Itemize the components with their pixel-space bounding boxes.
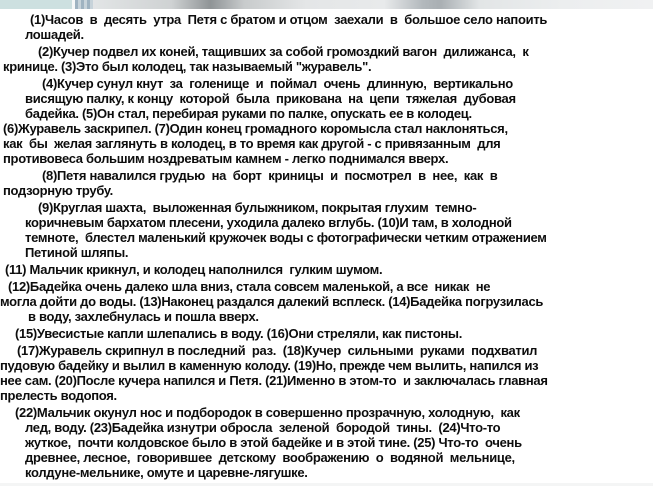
text-line: (11) Мальчик крикнул, и колодец наполнился гулким шумом. xyxy=(5,262,383,277)
text-line: в воду, захлебнулась и пошла вверх. xyxy=(28,309,259,324)
swoosh-gradient xyxy=(93,0,653,9)
text-line: темноте, блестел маленький кружочек воды с фотографически четким отражением xyxy=(25,230,547,245)
text-line: могла дойти до воды. (13)Наконец раздался далекий всплеск. (14)Бадейка погрузилась xyxy=(0,294,544,309)
text-line: (12)Бадейка очень далеко шла вниз, стала совсем маленькой, а все никак не xyxy=(8,279,491,294)
background-strip xyxy=(0,0,653,9)
text-line: Петиной шляпы. xyxy=(25,245,129,260)
text-line: колдуне-мельнике, омуте и царевне-лягушке. xyxy=(25,465,308,480)
text-line: лошадей. xyxy=(25,27,84,42)
text-line: (17)Журавель скрипнул в последний раз. (18)Кучер сильными руками подхватил xyxy=(17,343,538,358)
text-line: коричневым бархатом плесени, уходила далеко вглубь. (10)И там, в холодной xyxy=(25,215,512,230)
text-line: (22)Мальчик окунул нос и подбородок в совершенно прозрачную, холодную, как xyxy=(15,405,520,420)
text-line: висящую палку, к концу которой была прикована на цепи тяжелая дубовая xyxy=(25,91,516,106)
text-line: жуткое, почти колдовское было в этой бадейке и в этой тине. (25) Что-то очень xyxy=(25,435,522,450)
text-line: (4)Кучер сунул кнут за голенище и поймал очень длинную, вертикально xyxy=(42,76,513,91)
text-line: кринице. (3)Это был колодец, так называемый "журавель". xyxy=(3,59,372,74)
text-line: (1)Часов в десять утра Петя с братом и отцом заехали в большое село напоить xyxy=(30,12,548,27)
text-passage xyxy=(0,12,653,480)
text-line: древнее, лесное, говорившее детскому воображению о водяной мельнице, xyxy=(25,450,515,465)
text-line: (9)Круглая шахта, выложенная булыжником, покрытая глухим темно- xyxy=(38,200,477,215)
text-line: (15)Увесистые капли шлепались в воду. (16)Они стреляли, как пистоны. xyxy=(15,326,463,341)
text-line: прелесть водопоя. xyxy=(0,388,117,403)
text-line: (6)Журавель заскрипел. (7)Один конец громадного коромысла стал наклоняться, xyxy=(3,121,508,136)
text-line: (8)Петя навалился грудью на борт криницы и посмотрел в нее, как в xyxy=(42,168,498,183)
text-line: как бы желая заглянуть в колодец, в то время как другой - с привязанным для xyxy=(3,136,501,151)
text-line: противовеса большим ноздреватым камнем - легко поднимался вверх. xyxy=(3,151,449,166)
column-graphic xyxy=(75,0,93,9)
text-line: лед, воду. (23)Бадейка изнутри обросла зеленой бородой тины. (24)Что-то xyxy=(25,420,501,435)
teal-block xyxy=(0,0,72,9)
text-line: (2)Кучер подвел их коней, тащивших за собой громоздкий вагон дилижанса, к xyxy=(38,44,529,59)
text-line: нее сам. (20)После кучера напился и Петя. (21)Именно в этом-то и заключалась главная xyxy=(0,373,548,388)
text-line: пудовую бадейку и вылил в каменную колоду. (19)Но, прежде чем вылить, напился из xyxy=(0,358,539,373)
text-line: бадейка. (5)Он стал, перебирая руками по палке, опускать ее в колодец. xyxy=(25,106,472,121)
text-line: подзорную трубу. xyxy=(3,183,113,198)
bottom-band xyxy=(0,483,653,486)
